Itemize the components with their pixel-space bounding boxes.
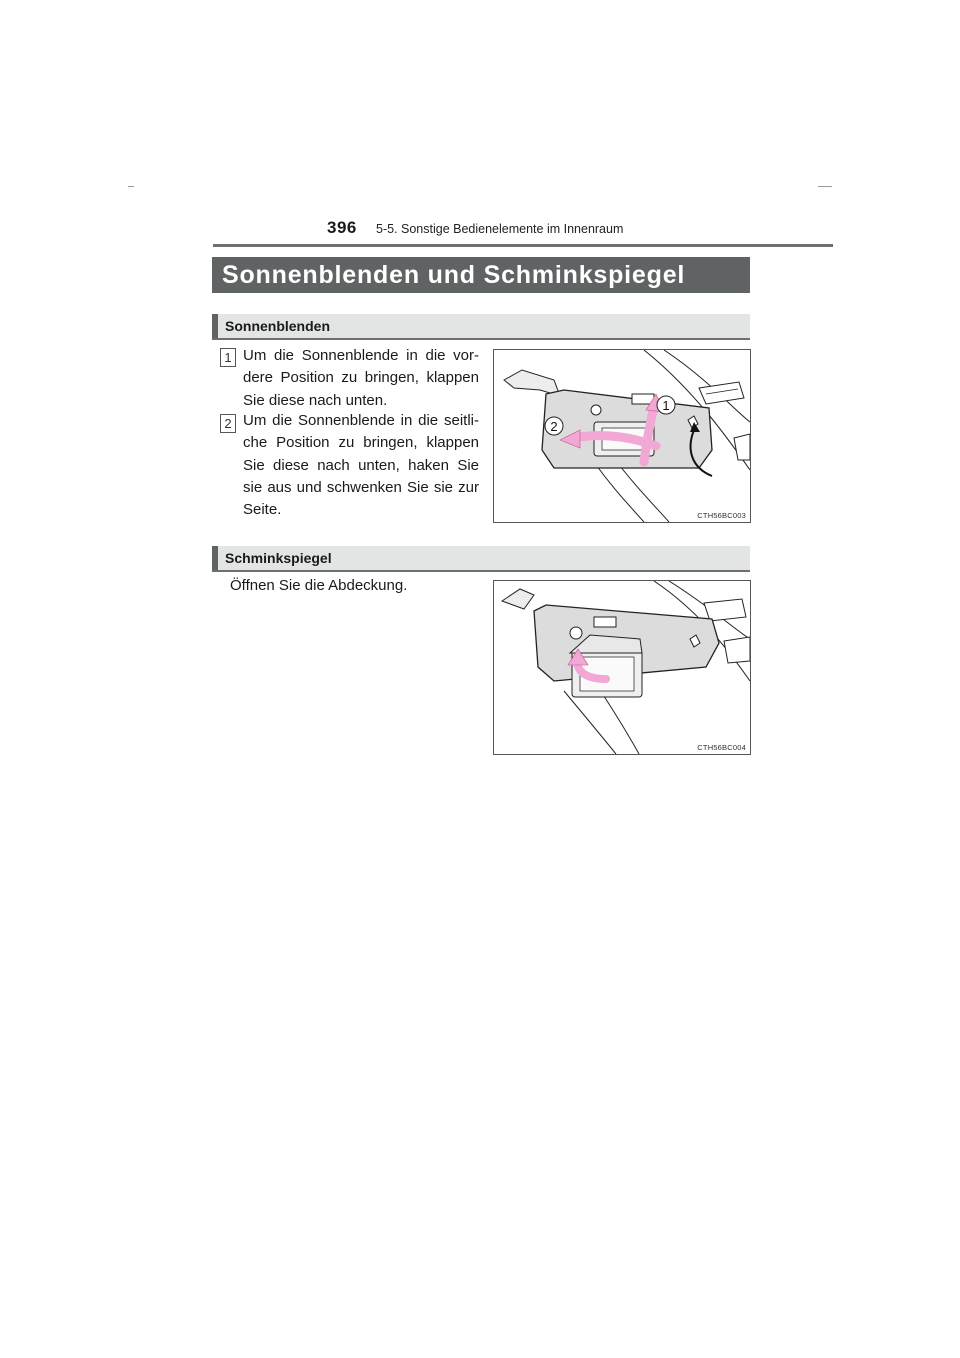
subheading-sun-visors: Sonnenblenden <box>212 314 750 340</box>
step-text-2: Um die Sonnenblende in die seitli-che Position zu bringen, klappen Sie diese nach unten, haken Sie sie aus und schwenken Sie sie zur Seite. <box>243 412 479 519</box>
sun-visor-illustration <box>493 349 751 523</box>
step-number-1: 1 <box>220 348 236 367</box>
vanity-mirror-drawing <box>494 581 750 754</box>
section-header: 5-5. Sonstige Bedienelemente im Innenraum <box>376 222 624 236</box>
crop-mark-right <box>818 186 832 187</box>
subheading-vanity-mirror: Schminkspiegel <box>212 546 750 572</box>
vanity-mirror-instruction: Öffnen Sie die Abdeckung. <box>230 577 408 594</box>
crop-mark-left <box>128 186 134 187</box>
figure-code-2: CTH56BC004 <box>697 743 746 752</box>
vanity-mirror-illustration <box>493 580 751 755</box>
page-title: Sonnenblenden und Schminkspiegel <box>212 257 750 293</box>
figure-code-1: CTH56BC003 <box>697 511 746 520</box>
callout-1: 1 <box>662 398 670 413</box>
step-text-1: Um die Sonnenblende in die vor-dere Position zu bringen, klappen Sie diese nach unten. <box>243 347 479 409</box>
sun-visor-drawing <box>494 350 750 522</box>
step-number-2: 2 <box>220 414 236 433</box>
callout-2: 2 <box>550 419 558 434</box>
page-number: 396 <box>327 218 357 237</box>
header-rule <box>213 244 833 247</box>
